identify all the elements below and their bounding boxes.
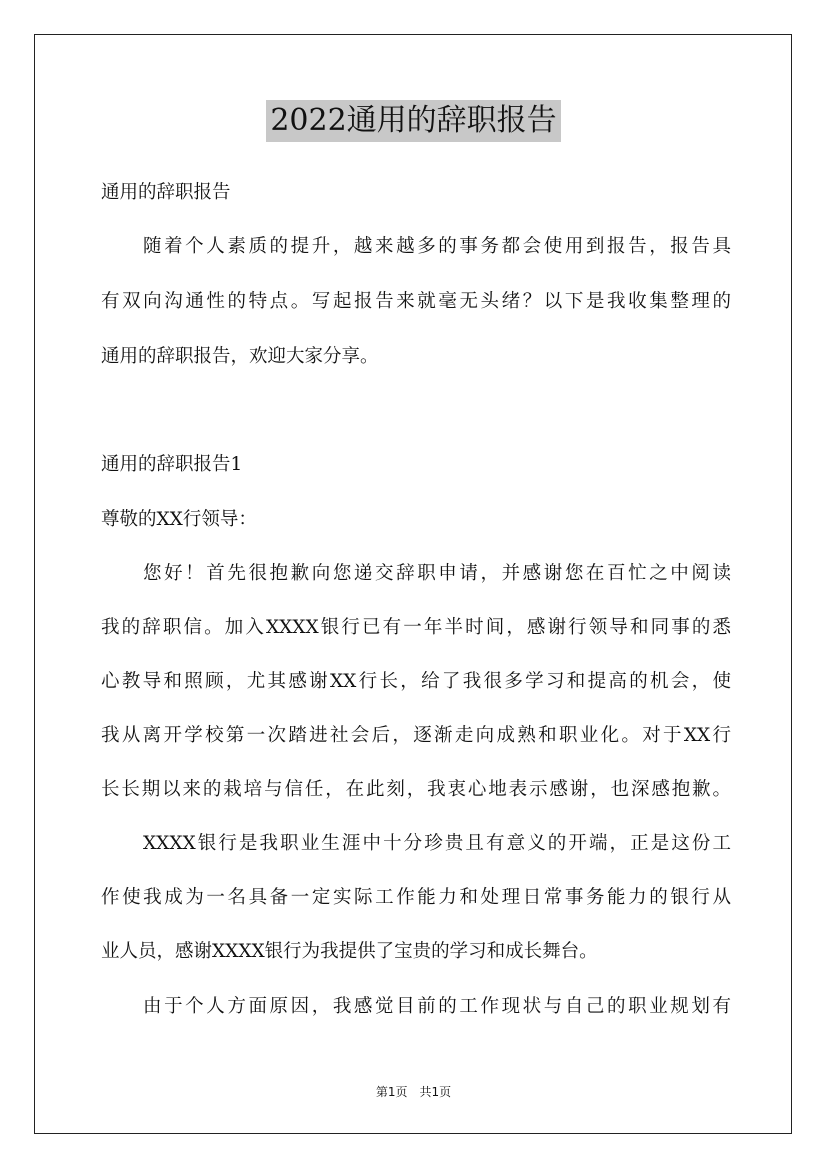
body-line-9: 由于个人方面原因，我感觉目前的工作现状与自己的职业规划有 xyxy=(143,996,731,1017)
page-footer: 第1页 共1页 xyxy=(375,1085,452,1099)
body-line-6: XXXX银行是我职业生涯中十分珍贵且有意义的开端，正是这份工 xyxy=(143,833,731,854)
section-heading: 通用的辞职报告1 xyxy=(101,454,243,475)
body-line-2: 我的辞职信。加入XXXX银行已有一年半时间，感谢行领导和同事的悉 xyxy=(101,617,731,638)
intro-line-2: 有双向沟通性的特点。写起报告来就毫无头绪？以下是我收集整理的 xyxy=(101,291,731,312)
body-line-8: 业人员，感谢XXXX银行为我提供了宝贵的学习和成长舞台。 xyxy=(101,941,598,962)
intro-line-3: 通用的辞职报告，欢迎大家分享。 xyxy=(101,346,379,367)
body-line-7: 作使我成为一名具备一定实际工作能力和处理日常事务能力的银行从 xyxy=(101,887,731,908)
body-line-4: 我从离开学校第一次踏进社会后，逐渐走向成熟和职业化。对于XX行 xyxy=(101,725,731,746)
subtitle-line: 通用的辞职报告 xyxy=(101,182,231,203)
salutation: 尊敬的XX行领导： xyxy=(101,509,257,530)
document-title: 2022通用的辞职报告 xyxy=(266,100,560,142)
title-container xyxy=(0,100,827,142)
body-line-1: 您好！首先很抱歉向您递交辞职申请，并感谢您在百忙之中阅读 xyxy=(143,563,731,584)
body-line-5: 长长期以来的栽培与信任，在此刻，我衷心地表示感谢，也深感抱歉。 xyxy=(101,779,731,800)
intro-line-1: 随着个人素质的提升，越来越多的事务都会使用到报告，报告具 xyxy=(143,236,731,257)
body-line-3: 心教导和照顾，尤其感谢XX行长，给了我很多学习和提高的机会，使 xyxy=(101,671,731,692)
